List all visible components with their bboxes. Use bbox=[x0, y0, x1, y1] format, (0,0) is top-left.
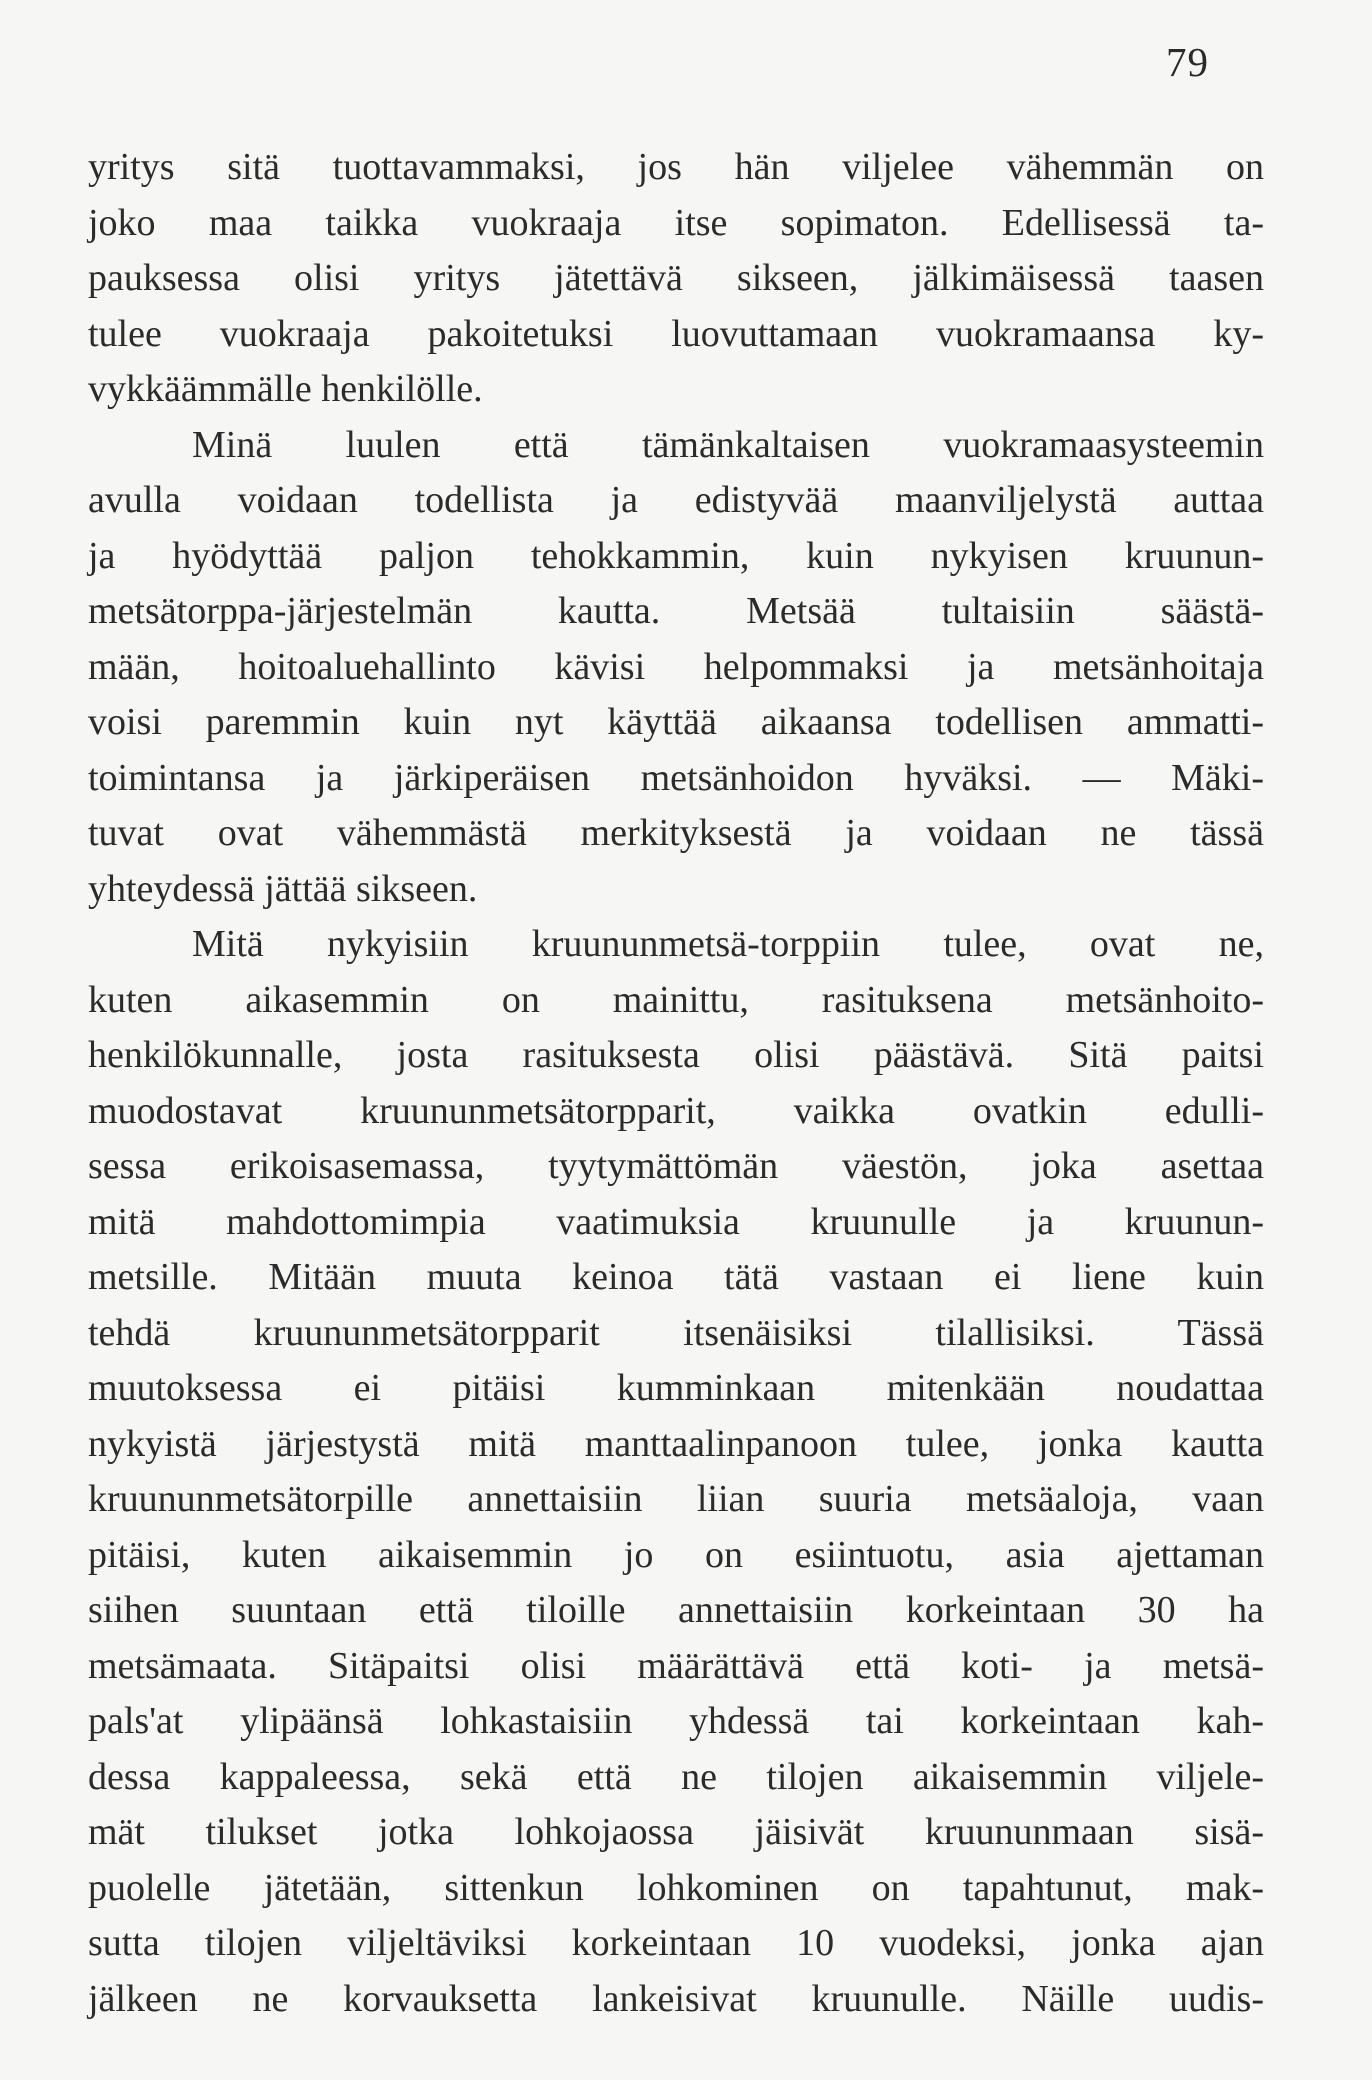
text-line: vykkäämmälle henkilölle. bbox=[88, 368, 483, 410]
text-line: kruununmetsätorpille annettaisiin liian suuria metsäaloja, vaan bbox=[88, 1478, 1264, 1520]
text-line: kuten aikasemmin on mainittu, rasituksena metsänhoito- bbox=[88, 978, 1264, 1021]
text-line: mään, hoitoaluehallinto kävisi helpommaksi ja metsänhoitaja bbox=[88, 645, 1264, 688]
text-line: ja hyödyttää paljon tehokkammin, kuin nykyisen kruunun- bbox=[88, 534, 1264, 577]
body-text bbox=[88, 140, 1264, 2027]
text-line: metsätorppa-järjestelmän kautta. Metsää tultaisiin säästä- bbox=[88, 590, 1264, 632]
text-line: mitä mahdottomimpia vaatimuksia kruunulle ja kruunun- bbox=[88, 1200, 1264, 1243]
page-number: 79 bbox=[1166, 39, 1209, 85]
text-line: Mitä nykyisiin kruununmetsä-torppiin tulee, ovat ne, bbox=[192, 923, 1264, 965]
text-line: pals'at ylipäänsä lohkastaisiin yhdessä tai korkeintaan kah- bbox=[88, 1700, 1264, 1742]
text-line: metsämaata. Sitäpaitsi olisi määrättävä että koti- ja metsä- bbox=[88, 1644, 1264, 1687]
text-line: pitäisi, kuten aikaisemmin jo on esiintuotu, asia ajettaman bbox=[88, 1533, 1264, 1576]
text-line: sessa erikoisasemassa, tyytymättömän väestön, joka asettaa bbox=[88, 1145, 1264, 1187]
text-line: siihen suuntaan että tiloille annettaisiin korkeintaan 30 ha bbox=[88, 1589, 1264, 1631]
text-line: Minä luulen että tämänkaltaisen vuokramaasysteemin bbox=[192, 423, 1264, 466]
text-line: mät tilukset jotka lohkojaossa jäisivät kruununmaan sisä- bbox=[88, 1811, 1264, 1853]
text-line: metsille. Mitään muuta keinoa tätä vastaan ei liene kuin bbox=[88, 1256, 1264, 1298]
text-line: muutoksessa ei pitäisi kumminkaan mitenkään noudattaa bbox=[88, 1367, 1264, 1409]
text-line: tulee vuokraaja pakoitetuksi luovuttamaan vuokramaansa ky- bbox=[88, 312, 1264, 355]
text-line: joko maa taikka vuokraaja itse sopimaton. Edellisessä ta- bbox=[88, 201, 1264, 244]
text-line: jälkeen ne korvauksetta lankeisivat kruunulle. Näille uudis- bbox=[88, 1977, 1264, 2020]
text-line: toimintansa ja järkiperäisen metsänhoidon hyväksi. — Mäki- bbox=[88, 756, 1264, 799]
text-line: yhteydessä jättää sikseen. bbox=[88, 867, 478, 910]
text-line: dessa kappaleessa, sekä että ne tilojen aikaisemmin viljele- bbox=[88, 1755, 1264, 1798]
text-line: avulla voidaan todellista ja edistyvää maanviljelystä auttaa bbox=[88, 479, 1264, 521]
text-line: henkilökunnalle, josta rasituksesta olisi päästävä. Sitä paitsi bbox=[88, 1034, 1264, 1076]
text-line: voisi paremmin kuin nyt käyttää aikaansa todellisen ammatti- bbox=[88, 701, 1264, 743]
text-line: nykyistä järjestystä mitä manttaalinpanoon tulee, jonka kautta bbox=[88, 1422, 1264, 1465]
text-line: puolelle jätetään, sittenkun lohkominen on tapahtunut, mak- bbox=[88, 1866, 1264, 1909]
text-line: muodostavat kruununmetsätorpparit, vaikka ovatkin edulli- bbox=[88, 1089, 1264, 1132]
text-line: yritys sitä tuottavammaksi, jos hän viljelee vähemmän on bbox=[88, 146, 1264, 188]
text-line: tuvat ovat vähemmästä merkityksestä ja voidaan ne tässä bbox=[88, 812, 1264, 854]
text-line: sutta tilojen viljeltäviksi korkeintaan 10 vuodeksi, jonka ajan bbox=[88, 1922, 1264, 1964]
text-line: pauksessa olisi yritys jätettävä sikseen, jälkimäisessä taasen bbox=[88, 257, 1264, 299]
text-line: tehdä kruununmetsätorpparit itsenäisiksi tilallisiksi. Tässä bbox=[88, 1311, 1264, 1354]
